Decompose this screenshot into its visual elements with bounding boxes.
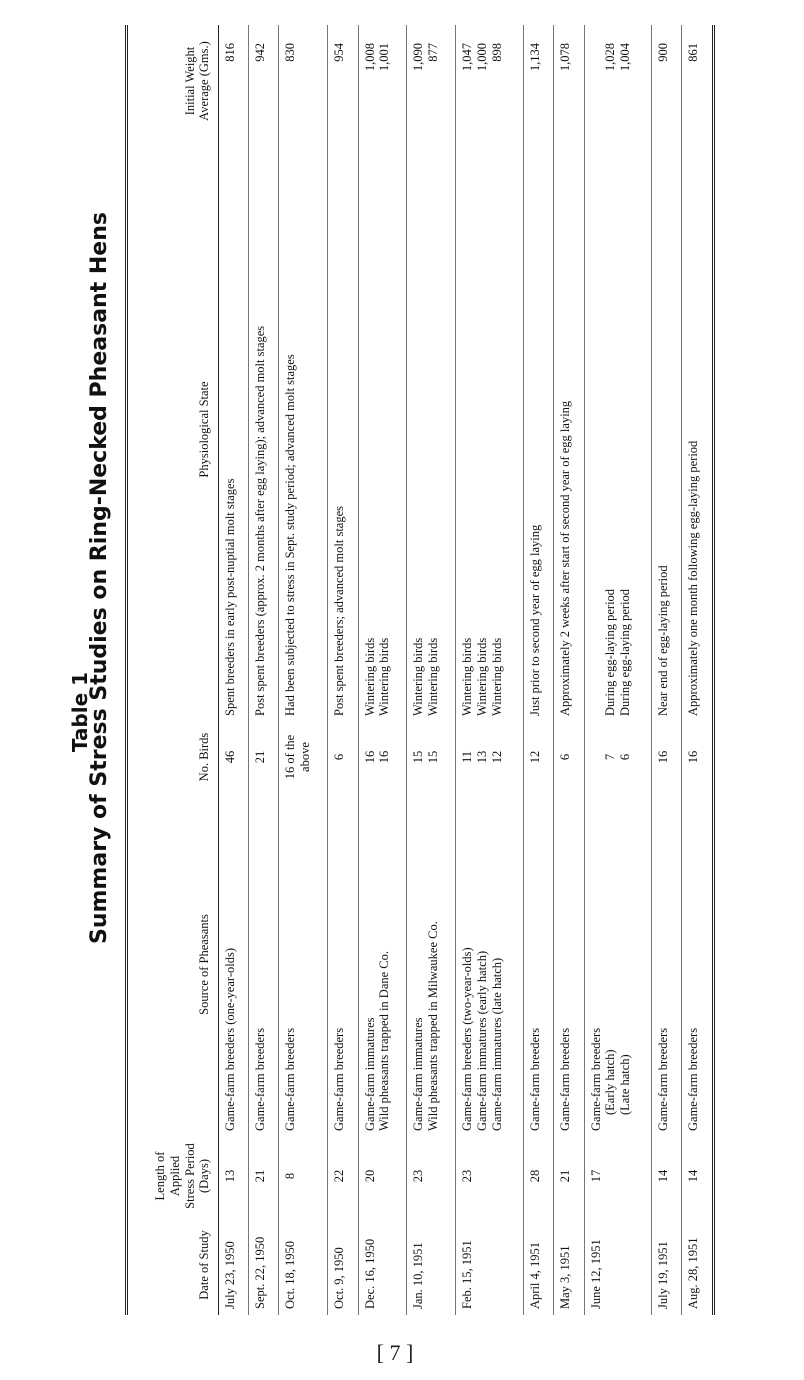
cell-line: 1,000 (475, 43, 490, 72)
cell-line: Game-farm immatures (411, 1017, 426, 1131)
cell-stress-period-days: 20 (362, 1169, 377, 1183)
header-date-of-study: Date of Study (127, 1215, 219, 1315)
cell-line: 7 (603, 753, 618, 761)
cell-line (589, 143, 604, 716)
cell-initial-weight (358, 25, 407, 137)
cell-line: Game-farm breeders (two-year-olds) (460, 947, 475, 1131)
cell-line: 1,090 (411, 43, 426, 72)
cell-initial-weight (554, 25, 584, 137)
cell-physiological-state (328, 137, 358, 722)
cell-line: Game-farm immatures (362, 1017, 377, 1131)
cell-number-of-birds (524, 722, 554, 792)
cell-line: Wintering birds (460, 637, 475, 716)
cell-line: Near end of egg-laying period (656, 565, 671, 716)
cell-date-of-study: Feb. 15, 1951 (460, 1240, 475, 1309)
table-header-row (127, 25, 219, 1315)
cell-date-of-study: July 23, 1950 (223, 1241, 237, 1309)
cell-number-of-birds (328, 722, 358, 792)
cell-date-of-study: Aug. 28, 1951 (686, 1237, 701, 1309)
cell-stress-period-days: 8 (283, 1172, 298, 1180)
cell-line: 898 (489, 43, 504, 62)
cell-line: 6 (558, 753, 573, 761)
cell-line: Wintering birds (411, 637, 426, 716)
cell-number-of-birds (456, 722, 524, 792)
cell-line: Wintering birds (426, 637, 441, 716)
cell-physiological-state (554, 137, 584, 722)
cell-date-of-study: Oct. 9, 1950 (332, 1247, 347, 1309)
cell-initial-weight (584, 25, 652, 137)
cell-stress-period-days: 28 (528, 1169, 543, 1183)
stress-studies-table (125, 25, 715, 1315)
cell-line: 16 of the above (283, 734, 313, 780)
header-physiological-state: Physiological State (127, 137, 219, 722)
cell-number-of-birds (358, 722, 407, 792)
table-number-label: Table 1 (68, 671, 92, 753)
cell-number-of-birds (249, 722, 279, 792)
cell-initial-weight (279, 25, 328, 137)
rotated-table-wrapper (125, 25, 715, 1315)
cell-line: Wintering birds (377, 637, 392, 716)
cell-line: Game-farm breeders (528, 1027, 543, 1131)
cell-line: During egg-laying period (618, 588, 632, 716)
cell-stress-period-days: 21 (558, 1169, 573, 1183)
cell-line: Post spent breeders; advanced molt stages (332, 505, 347, 716)
cell-line: 6 (332, 753, 347, 761)
cell-date-of-study: July 19, 1951 (656, 1241, 671, 1309)
cell-stress-period-days: 14 (686, 1169, 701, 1183)
cell-physiological-state (407, 137, 456, 722)
cell-line: Approximately one month following egg-laying period (686, 440, 701, 716)
cell-line (589, 728, 604, 786)
cell-date-of-study: June 12, 1951 (588, 1239, 603, 1309)
cell-physiological-state (456, 137, 524, 722)
cell-line: Had been subjected to stress in Sept. study period; advanced molt stages (283, 354, 298, 716)
page-number: [ 7 ] (376, 1340, 414, 1365)
cell-source-of-pheasants (279, 792, 328, 1137)
cell-date-of-study: May 3, 1951 (558, 1245, 573, 1309)
table-row (584, 25, 652, 1315)
cell-date-of-study: Jan. 10, 1951 (411, 1242, 426, 1309)
cell-line: 1,134 (528, 43, 543, 72)
table-body (219, 25, 714, 1315)
header-initial-weight-average: Initial Weight Average (Gms.) (127, 25, 219, 137)
cell-line: 1,078 (558, 43, 573, 72)
cell-number-of-birds (584, 722, 652, 792)
cell-line: 13 (475, 750, 490, 764)
cell-stress-period-days: 14 (656, 1169, 671, 1183)
cell-line: 1,008 (362, 43, 377, 72)
cell-physiological-state (219, 137, 249, 722)
cell-line: 830 (283, 43, 298, 62)
header-source-of-pheasants: Source of Pheasants (127, 792, 219, 1137)
cell-date-of-study: Dec. 16, 1950 (362, 1238, 377, 1309)
cell-line: Game-farm breeders (558, 1027, 573, 1131)
cell-initial-weight (682, 25, 714, 137)
cell-line: 861 (686, 43, 701, 62)
cell-line: Game-farm breeders (one-year-olds) (223, 948, 237, 1131)
cell-line: 12 (528, 750, 543, 764)
cell-source-of-pheasants (584, 792, 652, 1137)
cell-line: Game-farm breeders (656, 1027, 671, 1131)
cell-line: 16 (362, 750, 377, 764)
cell-line: 46 (223, 750, 237, 764)
cell-line: Game-farm immatures (late hatch) (489, 957, 504, 1131)
table-title: Summary of Stress Studies on Ring-Necked Pheasant Hens (87, 212, 112, 944)
cell-source-of-pheasants (249, 792, 279, 1137)
cell-source-of-pheasants (407, 792, 456, 1137)
table-row (456, 25, 524, 1315)
cell-line: 6 (618, 753, 632, 761)
cell-line: 1,028 (603, 43, 618, 72)
table-row (249, 25, 279, 1315)
header-number-of-birds: No. Birds (127, 722, 219, 792)
header-length-of-stress-period: Length of Applied Stress Period (Days) (127, 1137, 219, 1215)
cell-stress-period-days: 22 (332, 1169, 347, 1183)
cell-line: Wintering birds (362, 637, 377, 716)
cell-source-of-pheasants (328, 792, 358, 1137)
cell-line: Spent breeders in early post-nuptial molt stages (223, 478, 237, 716)
cell-initial-weight (652, 25, 682, 137)
cell-number-of-birds (652, 722, 682, 792)
cell-line: Game-farm breeders (332, 1027, 347, 1131)
cell-initial-weight (328, 25, 358, 137)
cell-physiological-state (652, 137, 682, 722)
cell-number-of-birds (279, 722, 328, 792)
cell-line: 954 (332, 43, 347, 62)
cell-line: 900 (656, 43, 671, 62)
cell-date-of-study: April 4, 1951 (528, 1241, 543, 1309)
cell-line: (Early hatch) (603, 1049, 618, 1115)
cell-source-of-pheasants (652, 792, 682, 1137)
cell-line: Game-farm immatures (early hatch) (475, 950, 490, 1131)
cell-source-of-pheasants (524, 792, 554, 1137)
cell-source-of-pheasants (554, 792, 584, 1137)
cell-physiological-state (682, 137, 714, 722)
cell-physiological-state (584, 137, 652, 722)
cell-line: Wintering birds (489, 637, 504, 716)
cell-line: Approximately 2 weeks after start of second year of egg laying (558, 400, 573, 716)
cell-line: 16 (686, 750, 701, 764)
table-row (219, 25, 249, 1315)
cell-physiological-state (524, 137, 554, 722)
cell-line: 12 (489, 750, 504, 764)
cell-source-of-pheasants (358, 792, 407, 1137)
cell-line: 15 (426, 750, 441, 764)
cell-stress-period-days: 23 (411, 1169, 426, 1183)
cell-initial-weight (249, 25, 279, 137)
cell-initial-weight (219, 25, 249, 137)
cell-line: Game-farm breeders (686, 1027, 701, 1131)
cell-stress-period-days: 21 (253, 1169, 268, 1183)
cell-line: 877 (426, 43, 441, 62)
cell-initial-weight (456, 25, 524, 137)
table-row (554, 25, 584, 1315)
cell-date-of-study: Sept. 22, 1950 (253, 1236, 268, 1309)
cell-line (589, 43, 604, 131)
cell-line: Game-farm breeders (283, 1027, 298, 1131)
cell-line: 16 (377, 750, 392, 764)
cell-line: 1,047 (460, 43, 475, 72)
table-row (328, 25, 358, 1315)
cell-line: (Late hatch) (618, 1054, 632, 1115)
cell-number-of-birds (219, 722, 249, 792)
cell-line: Wintering birds (475, 637, 490, 716)
cell-line: During egg-laying period (603, 588, 618, 716)
cell-line: Wild pheasants trapped in Milwaukee Co. (426, 921, 441, 1131)
cell-line: 11 (460, 750, 475, 764)
table-row (407, 25, 456, 1315)
table-container (120, 20, 720, 1320)
cell-stress-period-days: 13 (223, 1169, 237, 1183)
table-row (358, 25, 407, 1315)
cell-source-of-pheasants (456, 792, 524, 1137)
table-row (682, 25, 714, 1315)
cell-line: Wild pheasants trapped in Dane Co. (377, 950, 392, 1131)
cell-line: 15 (411, 750, 426, 764)
cell-source-of-pheasants (682, 792, 714, 1137)
cell-line: 942 (253, 43, 268, 62)
cell-physiological-state (279, 137, 328, 722)
cell-physiological-state (358, 137, 407, 722)
table-row (279, 25, 328, 1315)
cell-initial-weight (524, 25, 554, 137)
cell-source-of-pheasants (219, 792, 249, 1137)
cell-line: 16 (656, 750, 671, 764)
table-row (652, 25, 682, 1315)
cell-initial-weight (407, 25, 456, 137)
cell-number-of-birds (682, 722, 714, 792)
cell-line: Game-farm breeders (588, 1027, 603, 1131)
cell-line: Game-farm breeders (253, 1027, 268, 1131)
cell-number-of-birds (554, 722, 584, 792)
cell-number-of-birds (407, 722, 456, 792)
cell-stress-period-days: 23 (460, 1169, 475, 1183)
cell-date-of-study: Oct. 18, 1950 (283, 1240, 298, 1309)
cell-line: 1,001 (377, 43, 392, 72)
cell-line: 1,004 (618, 43, 632, 72)
table-row (524, 25, 554, 1315)
cell-stress-period-days: 17 (588, 1169, 603, 1183)
cell-physiological-state (249, 137, 279, 722)
cell-line: Just prior to second year of egg laying (528, 524, 543, 716)
cell-line: 21 (253, 750, 268, 764)
cell-line: Post spent breeders (approx. 2 months after egg laying); advanced molt stages (253, 325, 268, 716)
cell-line: 816 (223, 43, 237, 62)
